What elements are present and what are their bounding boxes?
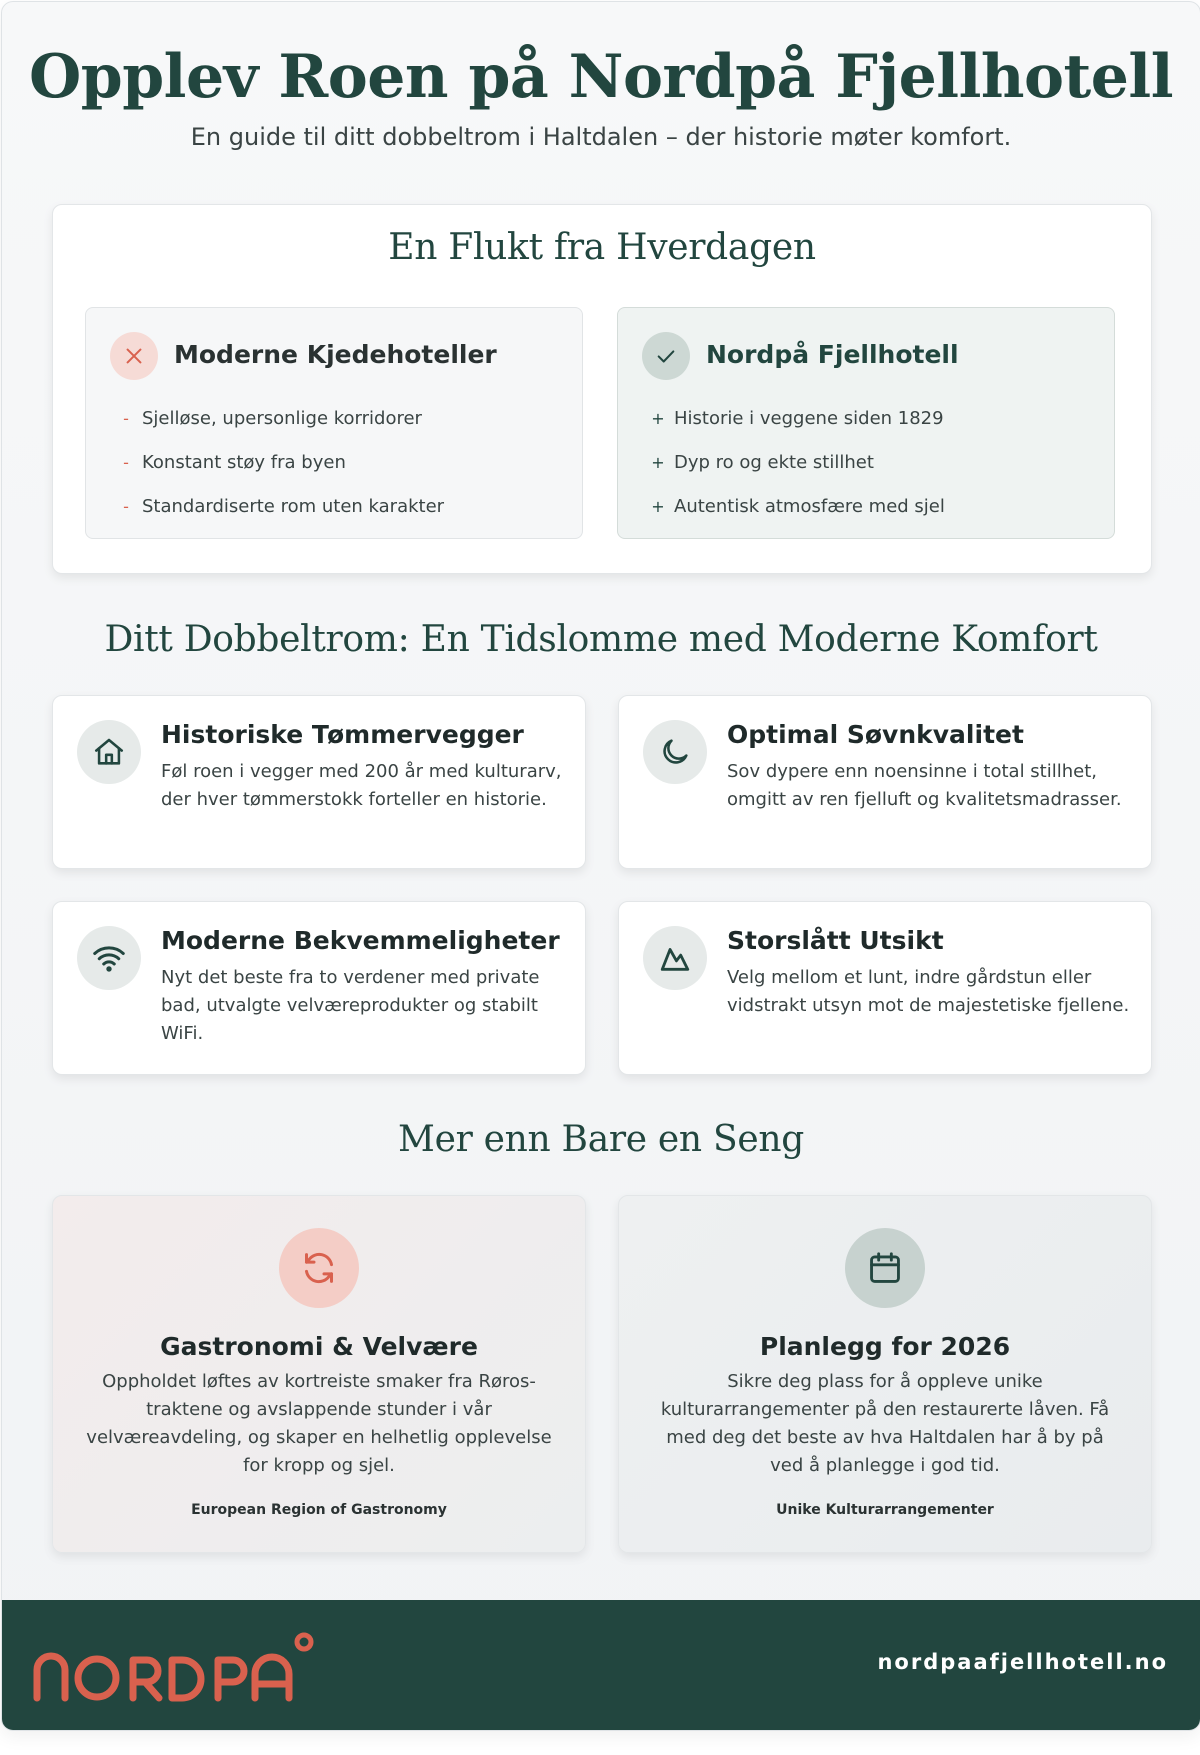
extra-title: Gastronomi & Velvære xyxy=(160,1332,478,1361)
nordpa-list xyxy=(648,396,945,528)
feature-card-amenities xyxy=(52,901,586,1075)
minus-marker: - xyxy=(123,496,129,516)
plus-marker: + xyxy=(651,452,665,472)
feature-title: Optimal Søvnkvalitet xyxy=(727,720,1024,749)
moon-icon xyxy=(643,720,707,784)
extra-title: Planlegg for 2026 xyxy=(759,1332,1011,1361)
website-url[interactable]: nordpaafjellhotell.no xyxy=(877,1650,1168,1674)
comparison-card xyxy=(52,204,1152,574)
footer xyxy=(2,1600,1200,1730)
list-item-text: Autentisk atmosfære med sjel xyxy=(674,495,945,517)
nordpa-box xyxy=(617,307,1115,539)
page-subtitle: En guide til ditt dobbeltrom i Haltdalen – der historie møter komfort. xyxy=(190,123,1012,151)
feature-card-view xyxy=(618,901,1152,1075)
extras-section-title: Mer enn Bare en Seng xyxy=(398,1119,804,1160)
refresh-icon xyxy=(279,1228,359,1308)
minus-marker: - xyxy=(123,408,129,428)
calendar-icon xyxy=(845,1228,925,1308)
feature-title: Storslått Utsikt xyxy=(727,926,944,955)
house-icon xyxy=(77,720,141,784)
chain-hotels-title: Moderne Kjedehoteller xyxy=(174,340,497,369)
comparison-title: En Flukt fra Hverdagen xyxy=(388,227,816,268)
feature-title: Historiske Tømmervegger xyxy=(161,720,524,749)
list-item-text: Sjelløse, upersonlige korridorer xyxy=(142,407,422,429)
minus-marker: - xyxy=(123,452,129,472)
feature-description: Velg mellom et lunt, indre gårdstun eller vidstrakt utsyn mot de majestetiske fjellene. xyxy=(727,967,1130,1016)
plus-marker: + xyxy=(651,496,665,516)
infographic-page xyxy=(1,1,1200,1731)
feature-title: Moderne Bekvemmeligheter xyxy=(161,926,560,955)
chain-hotels-list xyxy=(116,396,444,528)
list-item xyxy=(648,440,945,484)
check-icon xyxy=(642,332,690,380)
plus-marker: + xyxy=(651,408,665,428)
list-item xyxy=(116,396,444,440)
feature-description: Nyt det beste fra to verdener med private bad, utvalgte velværeprodukter og stabilt WiFi. xyxy=(161,967,540,1044)
nordpa-title: Nordpå Fjellhotell xyxy=(706,340,959,369)
feature-card-timber xyxy=(52,695,586,869)
nordpa-logo xyxy=(32,1630,322,1702)
list-item-text: Standardiserte rom uten karakter xyxy=(142,495,445,517)
chain-hotels-box xyxy=(85,307,583,539)
x-icon xyxy=(110,332,158,380)
list-item-text: Dyp ro og ekte stillhet xyxy=(674,451,874,473)
planning-card xyxy=(618,1195,1152,1553)
mountain-icon xyxy=(643,926,707,990)
list-item xyxy=(648,396,945,440)
gastronomy-card xyxy=(52,1195,586,1553)
extra-tag: European Region of Gastronomy xyxy=(191,1502,447,1518)
feature-description: Sov dypere enn noensinne i total stillhet, omgitt av ren fjelluft og kvalitetsmadrasser. xyxy=(727,761,1122,810)
page-title: Opplev Roen på Nordpå Fjellhotell xyxy=(28,42,1173,112)
feature-description: Føl roen i vegger med 200 år med kulturarv, der hver tømmerstokk forteller en historie. xyxy=(161,761,562,810)
extra-tag: Unike Kulturarrangementer xyxy=(776,1502,994,1518)
list-item-text: Konstant støy fra byen xyxy=(142,451,346,473)
list-item xyxy=(116,484,444,528)
room-section-title: Ditt Dobbeltrom: En Tidslomme med Moderne Komfort xyxy=(104,619,1098,660)
extra-description: Sikre deg plass for å oppleve unike kulturarrangementer på den restaurerte låven. Få med deg det beste av hva Haltdalen har å by på ved å planlegge i god tid. xyxy=(660,1371,1110,1476)
list-item xyxy=(648,484,945,528)
extra-description: Oppholdet løftes av kortreiste smaker fra Røros-traktene og avslappende stunder i vår velværeavdeling, og skaper en helhetlig opplevelse for kropp og sjel. xyxy=(86,1371,552,1476)
list-item xyxy=(116,440,444,484)
wifi-icon xyxy=(77,926,141,990)
feature-card-sleep xyxy=(618,695,1152,869)
list-item-text: Historie i veggene siden 1829 xyxy=(674,407,944,429)
